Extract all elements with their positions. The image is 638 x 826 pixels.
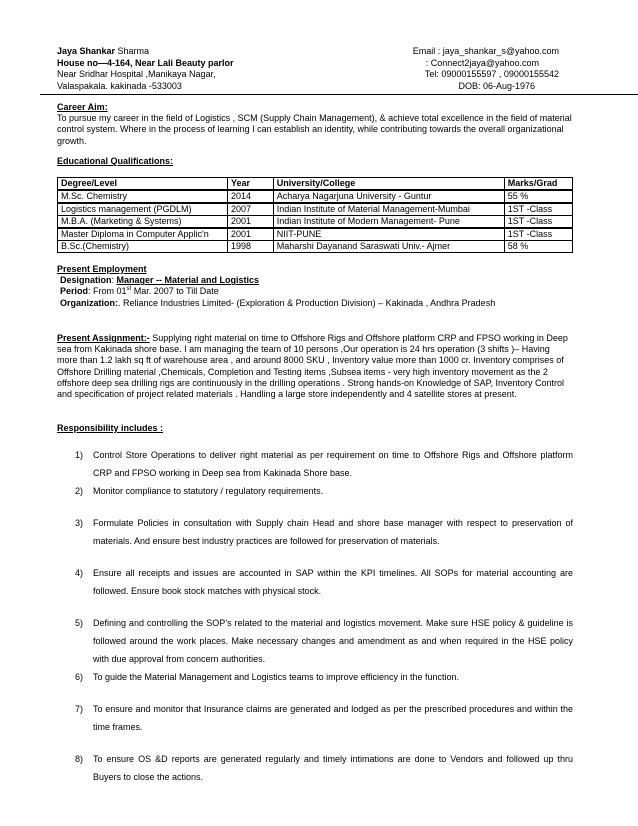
candidate-name: Jaya Shankar Sharma: [57, 46, 150, 56]
career-aim-heading: Career Aim:: [57, 102, 108, 112]
education-heading-wrap: [57, 156, 572, 167]
responsibility-heading: Responsibility includes :: [57, 423, 164, 433]
table-row: [58, 190, 573, 203]
table-row: [58, 241, 573, 253]
table-cell: 58 %: [504, 241, 572, 253]
header-degree: Degree/Level: [58, 178, 228, 191]
address-line-2: Near Sridhar Hospital ,Manikaya Nagar,: [57, 69, 216, 79]
list-item: 6) To guide the Material Management and Logistics teams to improve efficiency in the function.: [75, 672, 460, 682]
table-cell: 2001: [227, 216, 273, 229]
career-aim-text: To pursue my career in the field of Logistics , SCM (Supply Chain Management), & achieve total excellence in the field of material control system. Where in the process of learning I can establish an identity, while contributing towards the overall organizational growth.: [57, 113, 572, 146]
table-cell: Maharshi Dayanand Saraswati Univ.- Ajmer: [273, 241, 504, 253]
education-heading: Educational Qualifications:: [57, 156, 174, 166]
list-item: 5) Defining and controlling the SOP’s related to the material and logistics movement. Make sure HSE policy & guideline is followed around the work places. Make necessary changes and amendment as and when required in the HSE policy with due approval from concern authorities.: [75, 618, 573, 664]
table-cell: 1ST -Class: [504, 203, 572, 216]
table-cell: 2001: [227, 228, 273, 241]
header-university: University/College: [273, 178, 504, 191]
period-line: Period: From 01st Mar. 2007 to Till Date: [60, 286, 219, 297]
assignment-section: [57, 333, 572, 400]
career-aim-section: [57, 102, 572, 147]
header-marks: Marks/Grad: [504, 178, 572, 191]
table-header-row: [58, 178, 573, 191]
list-item: 2) Monitor compliance to statutory / regulatory requirements.: [75, 486, 324, 496]
responsibility-list: [57, 446, 573, 786]
table-row: [58, 228, 573, 241]
table-cell: 1998: [227, 241, 273, 253]
table-cell: 1ST -Class: [504, 228, 572, 241]
address-line-3: Valaspakala. kakinada -533003: [57, 80, 182, 91]
table-cell: Master Diploma in Computer Applic'n: [58, 228, 228, 241]
list-item: 4) Ensure all receipts and issues are accounted in SAP within the KPI timelines. All SOPs for material accounting are followed. Ensure book stock matches with physical stock.: [75, 568, 573, 596]
table-cell: B.Sc.(Chemistry): [58, 241, 228, 253]
date-of-birth: DOB: 06-Aug-1976: [458, 80, 535, 91]
designation-line: Designation: Manager -- Material and Logistics: [60, 275, 260, 286]
employment-heading: Present Employment: [57, 264, 147, 274]
assignment-text: Supplying right material on time to Offshore Rigs and Offshore platform CRP and FPSO working in Deep sea from Kakinada shore base. I am managing the team of 10 persons ,Our operation is 24 hrs operation (3 shifts )– Having more than 1.2 lakh sq ft of warehouse area , and around 8000 SKU , Inventory value more than 1000 cr. Inventory comprises of Offshore Drilling material ,Chemicals, Completion and Testing items ,Subsea items - very high inventory movement as the 2 offshore deep sea drilling rigs are continuously in the drilling operations . Strong hands-on Knowledge of SAP, Inventory Control and specification of project related materials . Handling a large store independently and 4 satellite stores at present.: [57, 333, 568, 400]
list-item: 7) To ensure and monitor that Insurance claims are generated and lodged as per the prescribed procedures and within the time frames.: [75, 704, 573, 732]
assignment-heading: Present Assignment:-: [57, 333, 150, 343]
table-cell: 2014: [227, 190, 273, 203]
email-secondary: : Connect2jaya@yahoo.com: [425, 57, 539, 68]
table-cell: Indian Institute of Modern Management- Pune: [273, 216, 504, 229]
table-cell: 55 %: [504, 190, 572, 203]
list-item: 3) Formulate Policies in consultation with Supply chain Head and shore base manager with respect to preservation of materials. And ensure best industry practices are followed for preservation of materials.: [75, 518, 573, 546]
table-cell: Acharya Nagarjuna University - Guntur: [273, 190, 504, 203]
list-item: 1) Control Store Operations to deliver right material as per requirement on time to Offshore Rigs and Offshore platform CRP and FPSO working in Deep sea from Kakinada Shore base.: [75, 450, 573, 478]
table-row: [58, 216, 573, 229]
education-table: [57, 177, 573, 253]
table-cell: M.Sc. Chemistry: [58, 190, 228, 203]
header-divider: [40, 94, 638, 95]
header-year: Year: [227, 178, 273, 191]
table-cell: NIIT-PUNE: [273, 228, 504, 241]
table-cell: 2007: [227, 203, 273, 216]
responsibility-heading-wrap: [57, 423, 572, 434]
table-cell: 1ST -Class: [504, 216, 572, 229]
list-item: 8) To ensure OS &D reports are generated regularly and timely intimations are done to Vendors and followed up thru Buyers to close the actions.: [75, 754, 573, 782]
email-primary: Email : jaya_shankar_s@yahoo.com: [412, 46, 559, 56]
table-cell: Indian Institute of Material Management-Mumbai: [273, 203, 504, 216]
employment-section: [57, 264, 572, 309]
address-line-1: House no—4-164, Near Lali Beauty parlor: [57, 57, 234, 68]
table-row: [58, 203, 573, 216]
organization-line: Organization:. Reliance Industries Limited- (Exploration & Production Division) – Kakinada , Andhra Pradesh: [60, 297, 496, 308]
contact-address-block: [57, 46, 234, 92]
telephone: Tel: 09000155597 , 09000155542: [424, 69, 559, 79]
table-cell: Logistics management (PGDLM): [58, 203, 228, 216]
contact-info-block: [413, 46, 559, 92]
table-cell: M.B.A. (Marketing & Systems): [58, 216, 228, 229]
designation-value: Manager -- Material and Logistics: [116, 275, 260, 286]
